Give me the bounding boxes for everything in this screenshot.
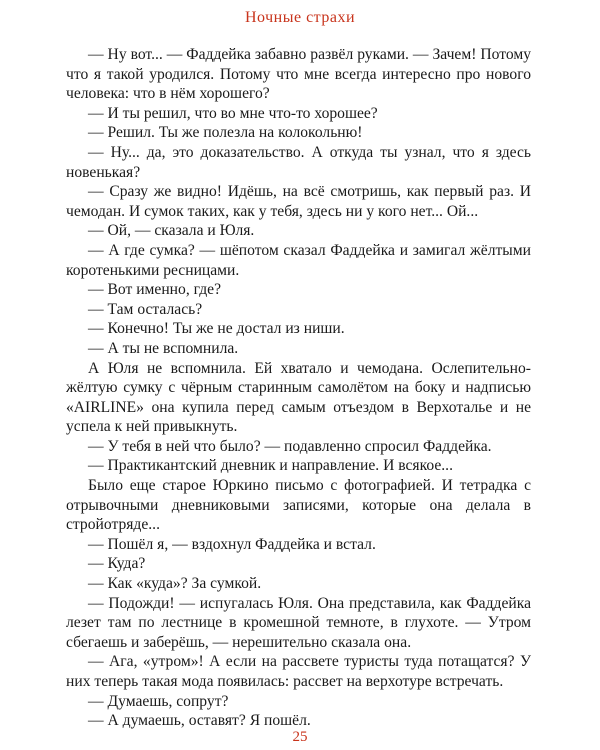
- paragraph: — Думаешь, сопрут?: [88, 692, 229, 710]
- paragraph: — У тебя в ней что было? — подавленно спросил Фаддейка.: [88, 437, 492, 455]
- paragraph: — Сразу же видно! Идёшь, на всё смотришь, как первый раз. И чемодан. И сумок таких, как у тебя, здесь ни у кого нет... Ой...: [66, 183, 531, 220]
- paragraph: — И ты решил, что во мне что-то хорошее?: [88, 104, 378, 122]
- main-text: [66, 45, 531, 731]
- paragraph: — Ну... да, это доказательство. А откуда ты узнал, что я здесь новенькая?: [66, 143, 531, 181]
- paragraph: — Ну вот... — Фаддейка забавно развёл руками. — Зачем! Потому что я такой уродился. Потому что мне всегда интересно про нового человека: что в нём хорошего?: [66, 46, 531, 103]
- paragraph: — Конечно! Ты же не достал из ниши.: [88, 320, 345, 338]
- paragraph: — Ой, — сказала и Юля.: [88, 222, 255, 240]
- running-head: Ночные страхи: [244, 9, 356, 26]
- paragraph: — Там осталась?: [88, 300, 203, 318]
- paragraph: Было еще старое Юркино письмо с фотографией. И тетрадка с отрывочными дневниковыми записями, которые она делала в стройотряде...: [66, 477, 531, 534]
- paragraph: — Подожди! — испугалась Юля. Она представила, как Фаддейка лезет там по лестнице в кромешной темноте, в глухоте. — Утром сбегаешь и заберёшь, — нерешительно сказала она.: [66, 594, 531, 651]
- paragraph: — Как «куда»? За сумкой.: [88, 575, 262, 593]
- page-number: 25: [292, 729, 308, 745]
- paragraph: — А ты не вспомнила.: [88, 339, 239, 357]
- paragraph: — Решил. Ты же полезла на колокольню!: [88, 124, 363, 142]
- paragraph: — А думаешь, оставят? Я пошёл.: [88, 712, 311, 730]
- paragraph: — А где сумка? — шёпотом сказал Фаддейка и замигал жёлтыми коротенькими ресницами.: [66, 241, 531, 279]
- paragraph: — Ага, «утром»! А если на рассвете туристы туда потащатся? У них теперь такая мода появилась: рассвет на верхотуре встречать.: [66, 653, 531, 690]
- paragraph: — Практикантский дневник и направление. И всякое...: [88, 457, 453, 475]
- paragraph: — Пошёл я, — вздохнул Фаддейка и встал.: [88, 535, 376, 553]
- paragraph: — Куда?: [88, 555, 146, 573]
- paragraph: — Вот именно, где?: [88, 281, 222, 299]
- paragraph: А Юля не вспомнила. Ей хватало и чемодана. Ослепительно-жёлтую сумку с чёрным старинным самолётом на боку и надписью «AIRLINE» она купила перед самым отъездом в Верхоталье и не успела к ней привыкнуть.: [66, 359, 531, 436]
